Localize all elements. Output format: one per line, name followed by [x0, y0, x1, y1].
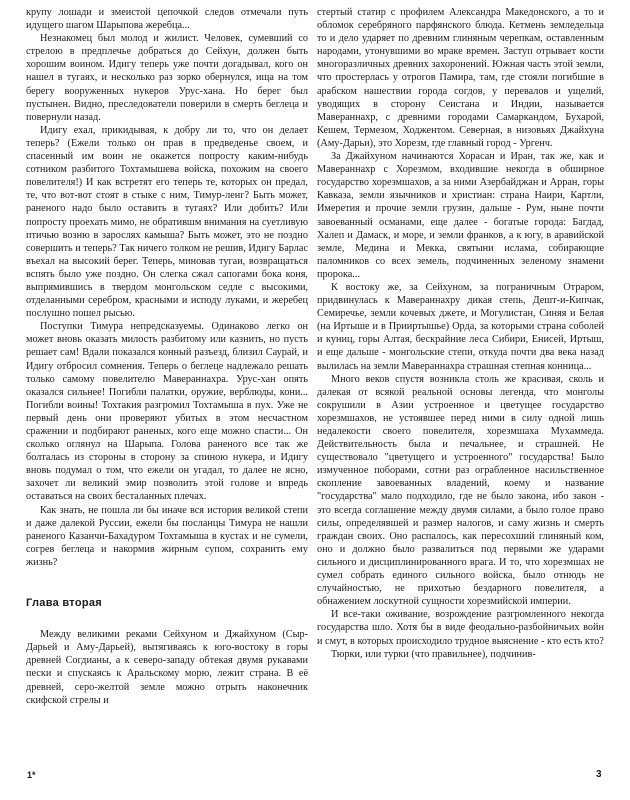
- paragraph: К востоку же, за Сейхуном, за пограничным Отраром, придвинулась к Мавераннахру дикая степь, Дешт-и-Кипчак, Семиречье, земли кочевых джете, и Могулистан, Синяя и Белая (на Иртыше и в Прииртышье) Орда, за которыми страна соболей и куниц, горы Алтая, бескрайние леса Сибири, Енисей, Иртыш, и еще дальше - монгольские степи, откуда почти два века назад вылилась на земли Мавераннахра страшная степная конница...: [317, 281, 604, 372]
- paragraph: Поступки Тимура непредсказуемы. Одинаково легко он может вновь оказать милость разбитому или казнить, но пусть решает сам! Вдали показался конный разъезд, близил Саурай, и Идигу отбросил сомнения. Теперь о беглеце надлежало решать только самому повелителю Мавераннахра. Урус-хан опять оказался сильнее! Погибли палатки, оружие, верблюды, кони... Погибли воины! Тохтакия разгромил Тохтамыша в пух. Уже не первый день они проверяют убитых в этом несчастном сражении и подбирают раненых, кого еще можно спасти... Он сколько оглянул на Шарыпа. Голова раненого все так же болталась из стороны в сторону за спиною нукера, и Идигу вновь подумал о том, что ежели он угадал, то далее не ясно, захочет ли великий эмир позволить этой голове и впредь оставаться на своих бесталанных плечах.: [26, 321, 308, 503]
- right-column: [317, 6, 604, 661]
- paragraph: Как знать, не пошла ли бы иначе вся история великой степи и даже далекой Руссии, ежели бы посланцы Тимура не нашли раненого Казанчи-Бахадуром Тохтамыша в кустах и не сумели, согрев беглеца и накормив жирным супом, сохранить ему жизнь?: [26, 504, 308, 568]
- paragraph: И все-таки оживание, возрождение разгромленного некогда государства шло. Хотя бы в виде феодально-разбойничьих войн и смут, в которых происходило трудное выяснение - кто есть кто?: [317, 609, 604, 647]
- paragraph: Идигу ехал, прикидывая, к добру ли то, что он делает теперь? (Ежели только он прав в предведенье своем, и спасенный им воин не окажется попросту каким-нибудь сотником разбитого Тохтамышева войска, похожим на своего повелителя!) И как встретят его теперь те, которых он предал, те, что вот-вот стоят в стыке с ним, Тимур-ленг? Быть может, раненого надо было оставить в тугаях? Или добить? Или попросту проехать мимо, не обратившм внимания на суетливую птичью возню в зарослях камыша? Быть может, это не поздно совершить и теперь? Так ничего толком не решив, Идигу Барлас въехал на высокий берег. Теперь, миновав тугаи, возвращаться вспять было уже поздно. Он слегка сжал сапогами бока коня, выпрямившись в твердом монгольском седле с высокими, отделанными серебром, красными и исподу луками, и жеребец послушно пошел рысью.: [26, 124, 308, 320]
- chapter-heading: Глава вторая: [26, 597, 103, 610]
- paragraph: За Джайхуном начинаются Хорасан и Иран, так же, как и Мавераннахр с Хорезмом, входившие некогда в обширное государство хорезмшахов, а за ними Азербайджан и Арран, горы Кавказа, земли язычников и христиан: страна Наири, Картли, Имеретия и прочие земли грузин, дальше - Рум, ныне почти завоеванный османами, еще далее - богатые города: Багдад, Халеп и Дамаск, и море, и земли франков, а к югу, в аравийской земле, Медина и Мекка, святыни ислама, собирающие паломников со всех земель, подчиненных зеленому знамени пророка...: [317, 151, 604, 280]
- signature-mark: 1*: [27, 770, 36, 780]
- page-number: 3: [596, 769, 602, 780]
- paragraph: Тюрки, или турки (что правильнее), подчинив-: [331, 648, 536, 660]
- paragraph: стертый статир с профилем Александра Македонского, а то и обломок серебряного парфянского блюда. Кетмень земледельца то и дело ударяет по древним глиняным черепкам, оставленным народами, утонувшими во мраке времен. Заступ отрывает кости многоразличных древних захоронений. Южная часть этой земли, что простерлась у отрогов Памира, там, где стояли погибшие в арабском нашествии города согдов, у перевалов и ущелий, уводящих в сторону Сеистана и Индии, называется Мавераннахр, с древними городами Самаркандом, Бухарой, Кешем, Термезом, Ходжентом. Северная, в низовьях Джайхуна (Аму-Дарьи), это Хорезм, где главный город - Ургенч.: [317, 7, 604, 149]
- paragraph: Много веков спустя возникла столь же красивая, сколь и далекая от всякой реальной основы легенда, что монголы сокрушили в Азии устроенное и цветущее государство хорезмшахов, не устоявшее перед ними в силу одной лишь недалекости своего повелителя, хорезмшаха Мухаммеда. Действительность была и печальнее, и страшней. Не существовало "цветущего и устроенного" государства! Было измученное поборами, сотни раз ограбленное насильственное скопление завоеванных владений, коему и название "государства" мало подходило, где не было закона, ибо закон - это всегда соглашение между двумя силами, а было голое право силы, определявшей и размер налогов, и саму жизнь и смерть граждан своих. Оно распалось, как пересохший глиняный ком, оно и должно было развалиться под первыми же ударами сильного и дисциплинированного врага. И то, что хорезмшах не сумел собрать единого сильного войска, было отнюдь не случайностью, не прихотью бездарного повелителя, а обнажением лоскутной сущности хорезмийской империи.: [317, 373, 604, 608]
- left-column: [26, 6, 308, 707]
- paragraph: Незнакомец был молод и жилист. Человек, сумевший со стрелою в предплечье добраться до Сейхун, должен быть хорошим воином. Идигу теперь уже почти догадывал, кого он нашел в тугаях, и несколько раз зорко обернулся, ища на том берегу вооруженных нукеров Урус-хана. Но берег был пустынен. Видно, преследователи поверили в смерть беглеца и повернули назад.: [26, 33, 308, 123]
- paragraph: крупу лошади и змеистой цепочкой следов отмечали путь идущего шагом Шарыпова жеребца...: [26, 7, 308, 32]
- paragraph: Между великими реками Сейхуном и Джайхуном (Сыр-Дарьей и Аму-Дарьей), вытягиваясь к юго-востоку в горы древней Согдианы, а к северо-западу обтекая двумя рукавами пески и спускаясь к Аральскому морю, лежит страна. В её древней, серо-желтой земле можно отрыть наконечник скифской стрелы и: [26, 629, 308, 706]
